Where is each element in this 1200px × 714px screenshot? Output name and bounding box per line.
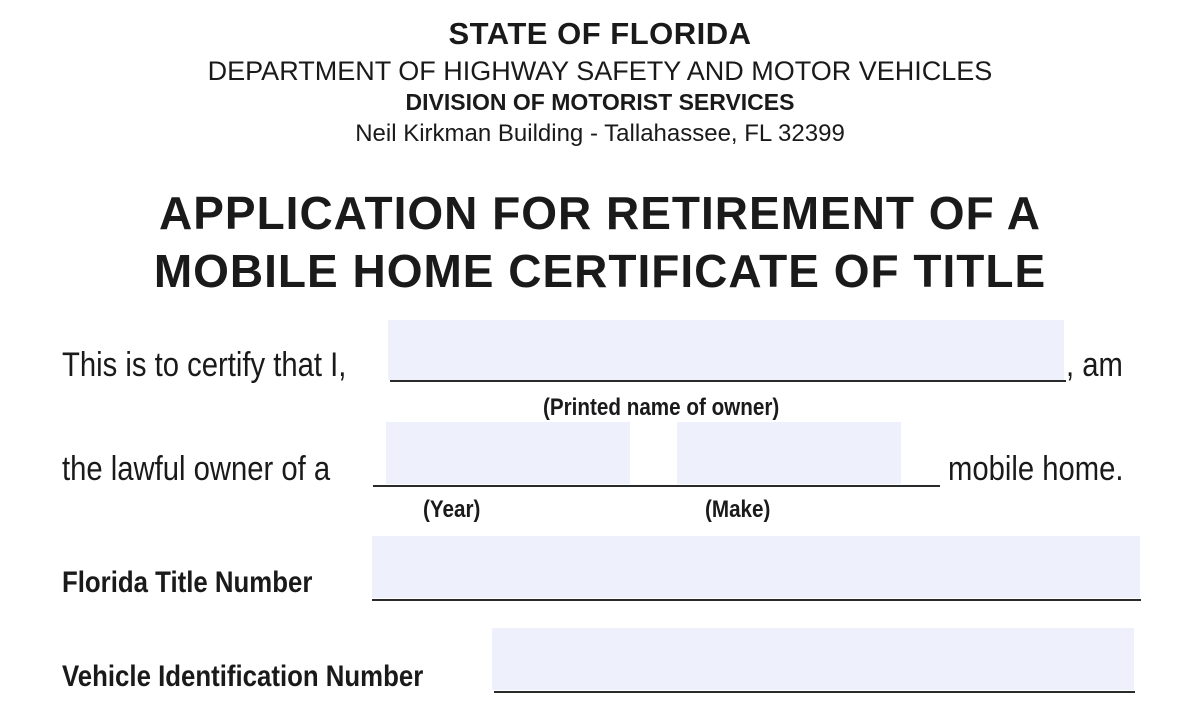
ownership-suffix: mobile home. <box>948 450 1124 488</box>
year-caption: (Year) <box>423 496 481 523</box>
owner-name-caption: (Printed name of owner) <box>543 394 780 421</box>
owner-name-field[interactable] <box>388 320 1064 380</box>
state-heading: STATE OF FLORIDA <box>448 16 752 51</box>
vin-field[interactable] <box>492 628 1134 690</box>
division-heading: DIVISION OF MOTORIST SERVICES <box>405 89 795 115</box>
make-caption: (Make) <box>705 496 771 523</box>
department-heading: DEPARTMENT OF HIGHWAY SAFETY AND MOTOR VEHICLES <box>207 56 993 86</box>
ownership-prefix: the lawful owner of a <box>62 450 331 488</box>
make-field[interactable] <box>677 422 901 484</box>
form-title-line-1: APPLICATION FOR RETIREMENT OF A <box>159 187 1041 239</box>
title-number-field[interactable] <box>372 536 1140 598</box>
address-line: Neil Kirkman Building - Tallahassee, FL 32399 <box>355 120 845 147</box>
year-make-underline <box>373 485 940 487</box>
vin-label: Vehicle Identification Number <box>62 660 424 693</box>
certify-suffix: , am <box>1066 346 1123 384</box>
title-number-label: Florida Title Number <box>62 566 313 599</box>
form-title <box>0 184 1200 300</box>
title-number-underline <box>372 599 1141 601</box>
vin-underline <box>494 691 1135 693</box>
form-title-line-2: MOBILE HOME CERTIFICATE OF TITLE <box>153 245 1047 297</box>
certify-prefix: This is to certify that I, <box>62 346 347 384</box>
year-field[interactable] <box>386 422 630 484</box>
owner-name-underline <box>390 380 1066 382</box>
